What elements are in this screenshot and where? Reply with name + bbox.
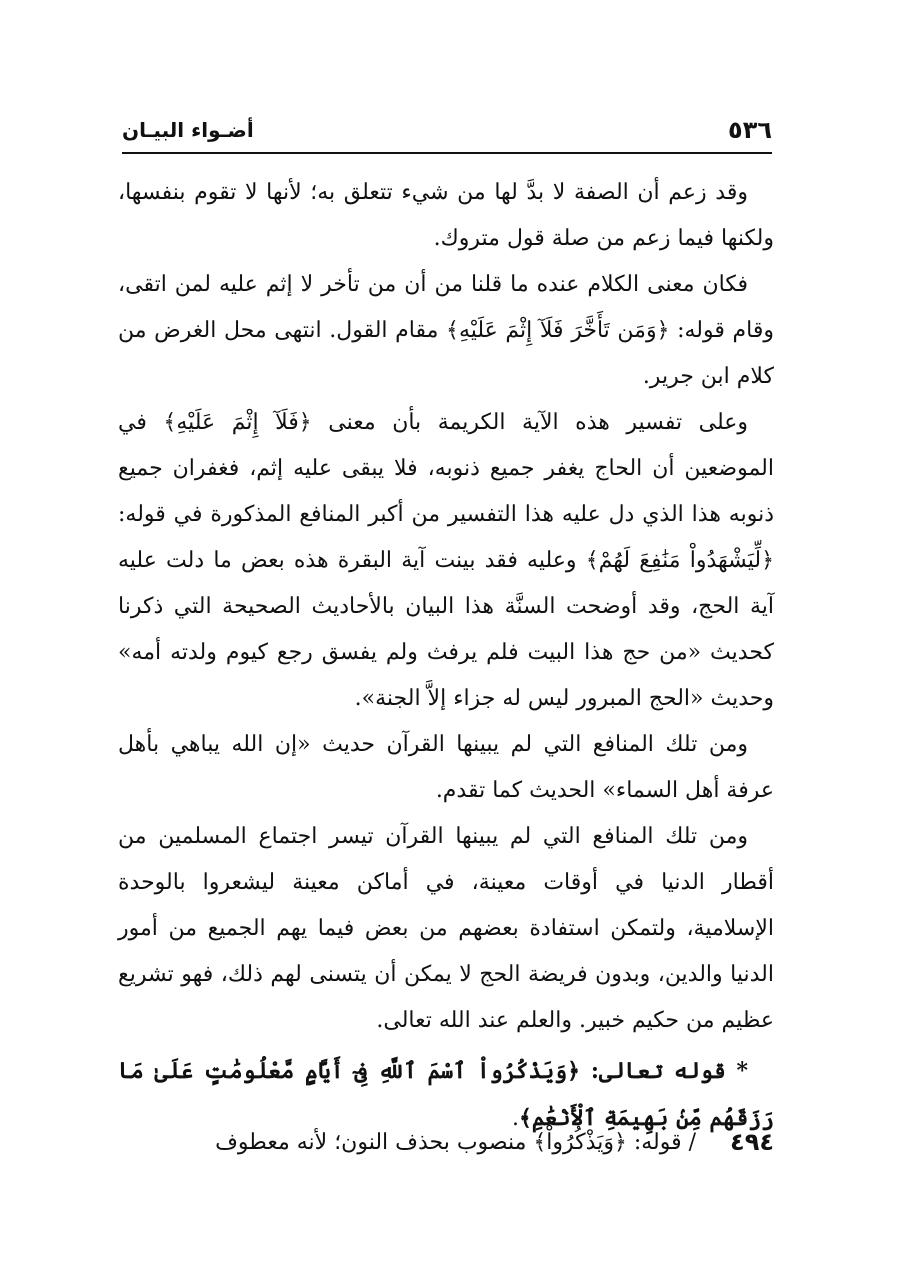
- text-run: وعلى تفسير هذه الآية الكريمة بأن معنى: [311, 410, 749, 435]
- text-run: وعليه فقد بينت آية البقرة هذه بعض ما دلت عليه آية الحج، وقد أوضحت السنَّة هذا البيان بالأحاديث الصحيحة التي ذكرنا كحديث «من حج هذا البيت فلم يرفث ولم يفسق رجع كيوم ولدته أمه» وحديث «الحج المبرور ليس له جزاء إلاَّ الجنة».: [118, 548, 774, 711]
- page-reference-number: ٤٩٤: [730, 1128, 774, 1156]
- main-text: [118, 170, 774, 1142]
- text-run: .: [511, 1106, 519, 1131]
- page-number: ٥٣٦: [728, 116, 772, 144]
- paragraph: [118, 170, 774, 262]
- paragraph: [118, 814, 774, 1044]
- page-header: [122, 112, 772, 148]
- section-heading-label: * قوله تعالى:: [580, 1058, 748, 1084]
- header-rule: [122, 152, 772, 154]
- text-run: في الموضعين أن الحاج يغفر جميع ذنوبه، فلا يبقى عليه إثم، فغفران جميع ذنوبه هذا الذي دل عليه هذا التفسير من أكبر المنافع المذكورة في قوله:: [118, 410, 774, 527]
- quran-quote: ﴿لِّيَشْهَدُواْ مَنَٰفِعَ لَهُمْ﴾: [585, 548, 775, 573]
- quran-quote: ﴿وَيَذْكُرُواْ ٱسْمَ ٱللَّهِ فِىٓ أَيَّامٍ مَّعْلُومَٰتٍ عَلَىٰ مَا رَزَقَهُم مِّنۢ بَهِيمَةِ ٱلْأَنْعَٰمِ﴾: [118, 1058, 774, 1131]
- text-run: مقام القول. انتهى محل الغرض من كلام ابن جرير.: [118, 318, 774, 389]
- reference-line-text: [215, 1130, 696, 1155]
- paragraph: [118, 400, 774, 722]
- quran-quote: ﴿فَلَآ إِثْمَ عَلَيْهِ﴾: [163, 410, 312, 435]
- text-run: ومن تلك المنافع التي لم يبينها القرآن تيسر اجتماع المسلمين من أقطار الدنيا في أوقات معينة، في أماكن معينة ليشعروا بالوحدة الإسلامية، ولتمكن استفادة بعضهم من بعض فيما يهم الجميع من أمور الدنيا والدين، وبدون فريضة الحج لا يمكن أن يتسنى لهم ذلك، فهو تشريع عظيم من حكيم خبير. والعلم عند الله تعالى.: [118, 824, 774, 1033]
- text-run: وقد زعم أن الصفة لا بدَّ لها من شيء تتعلق به؛ لأنها لا تقوم بنفسها، ولكنها فيما زعم من صلة قول متروك.: [118, 180, 774, 251]
- paragraph: [118, 262, 774, 400]
- text-run: / قوله:: [626, 1129, 697, 1155]
- quran-quote: ﴿وَمَن تَأَخَّرَ فَلَآ إِثْمَ عَلَيْهِ﴾: [446, 318, 670, 343]
- text-run: فكان معنى الكلام عنده ما قلنا من أن من تأخر لا إثم عليه لمن اتقى، وقام قوله:: [118, 272, 774, 343]
- text-run: منصوب بحذف النون؛ لأنه معطوف: [215, 1129, 534, 1155]
- quran-quote: ﴿وَيَذْكُرُواْ﴾: [533, 1129, 627, 1155]
- reference-line: [118, 1122, 774, 1162]
- paragraph: [118, 722, 774, 814]
- text-run: ومن تلك المنافع التي لم يبينها القرآن حديث «إن الله يباهي بأهل عرفة أهل السماء» الحديث كما تقدم.: [118, 732, 774, 803]
- book-title: أضـواء البيـان: [122, 118, 254, 142]
